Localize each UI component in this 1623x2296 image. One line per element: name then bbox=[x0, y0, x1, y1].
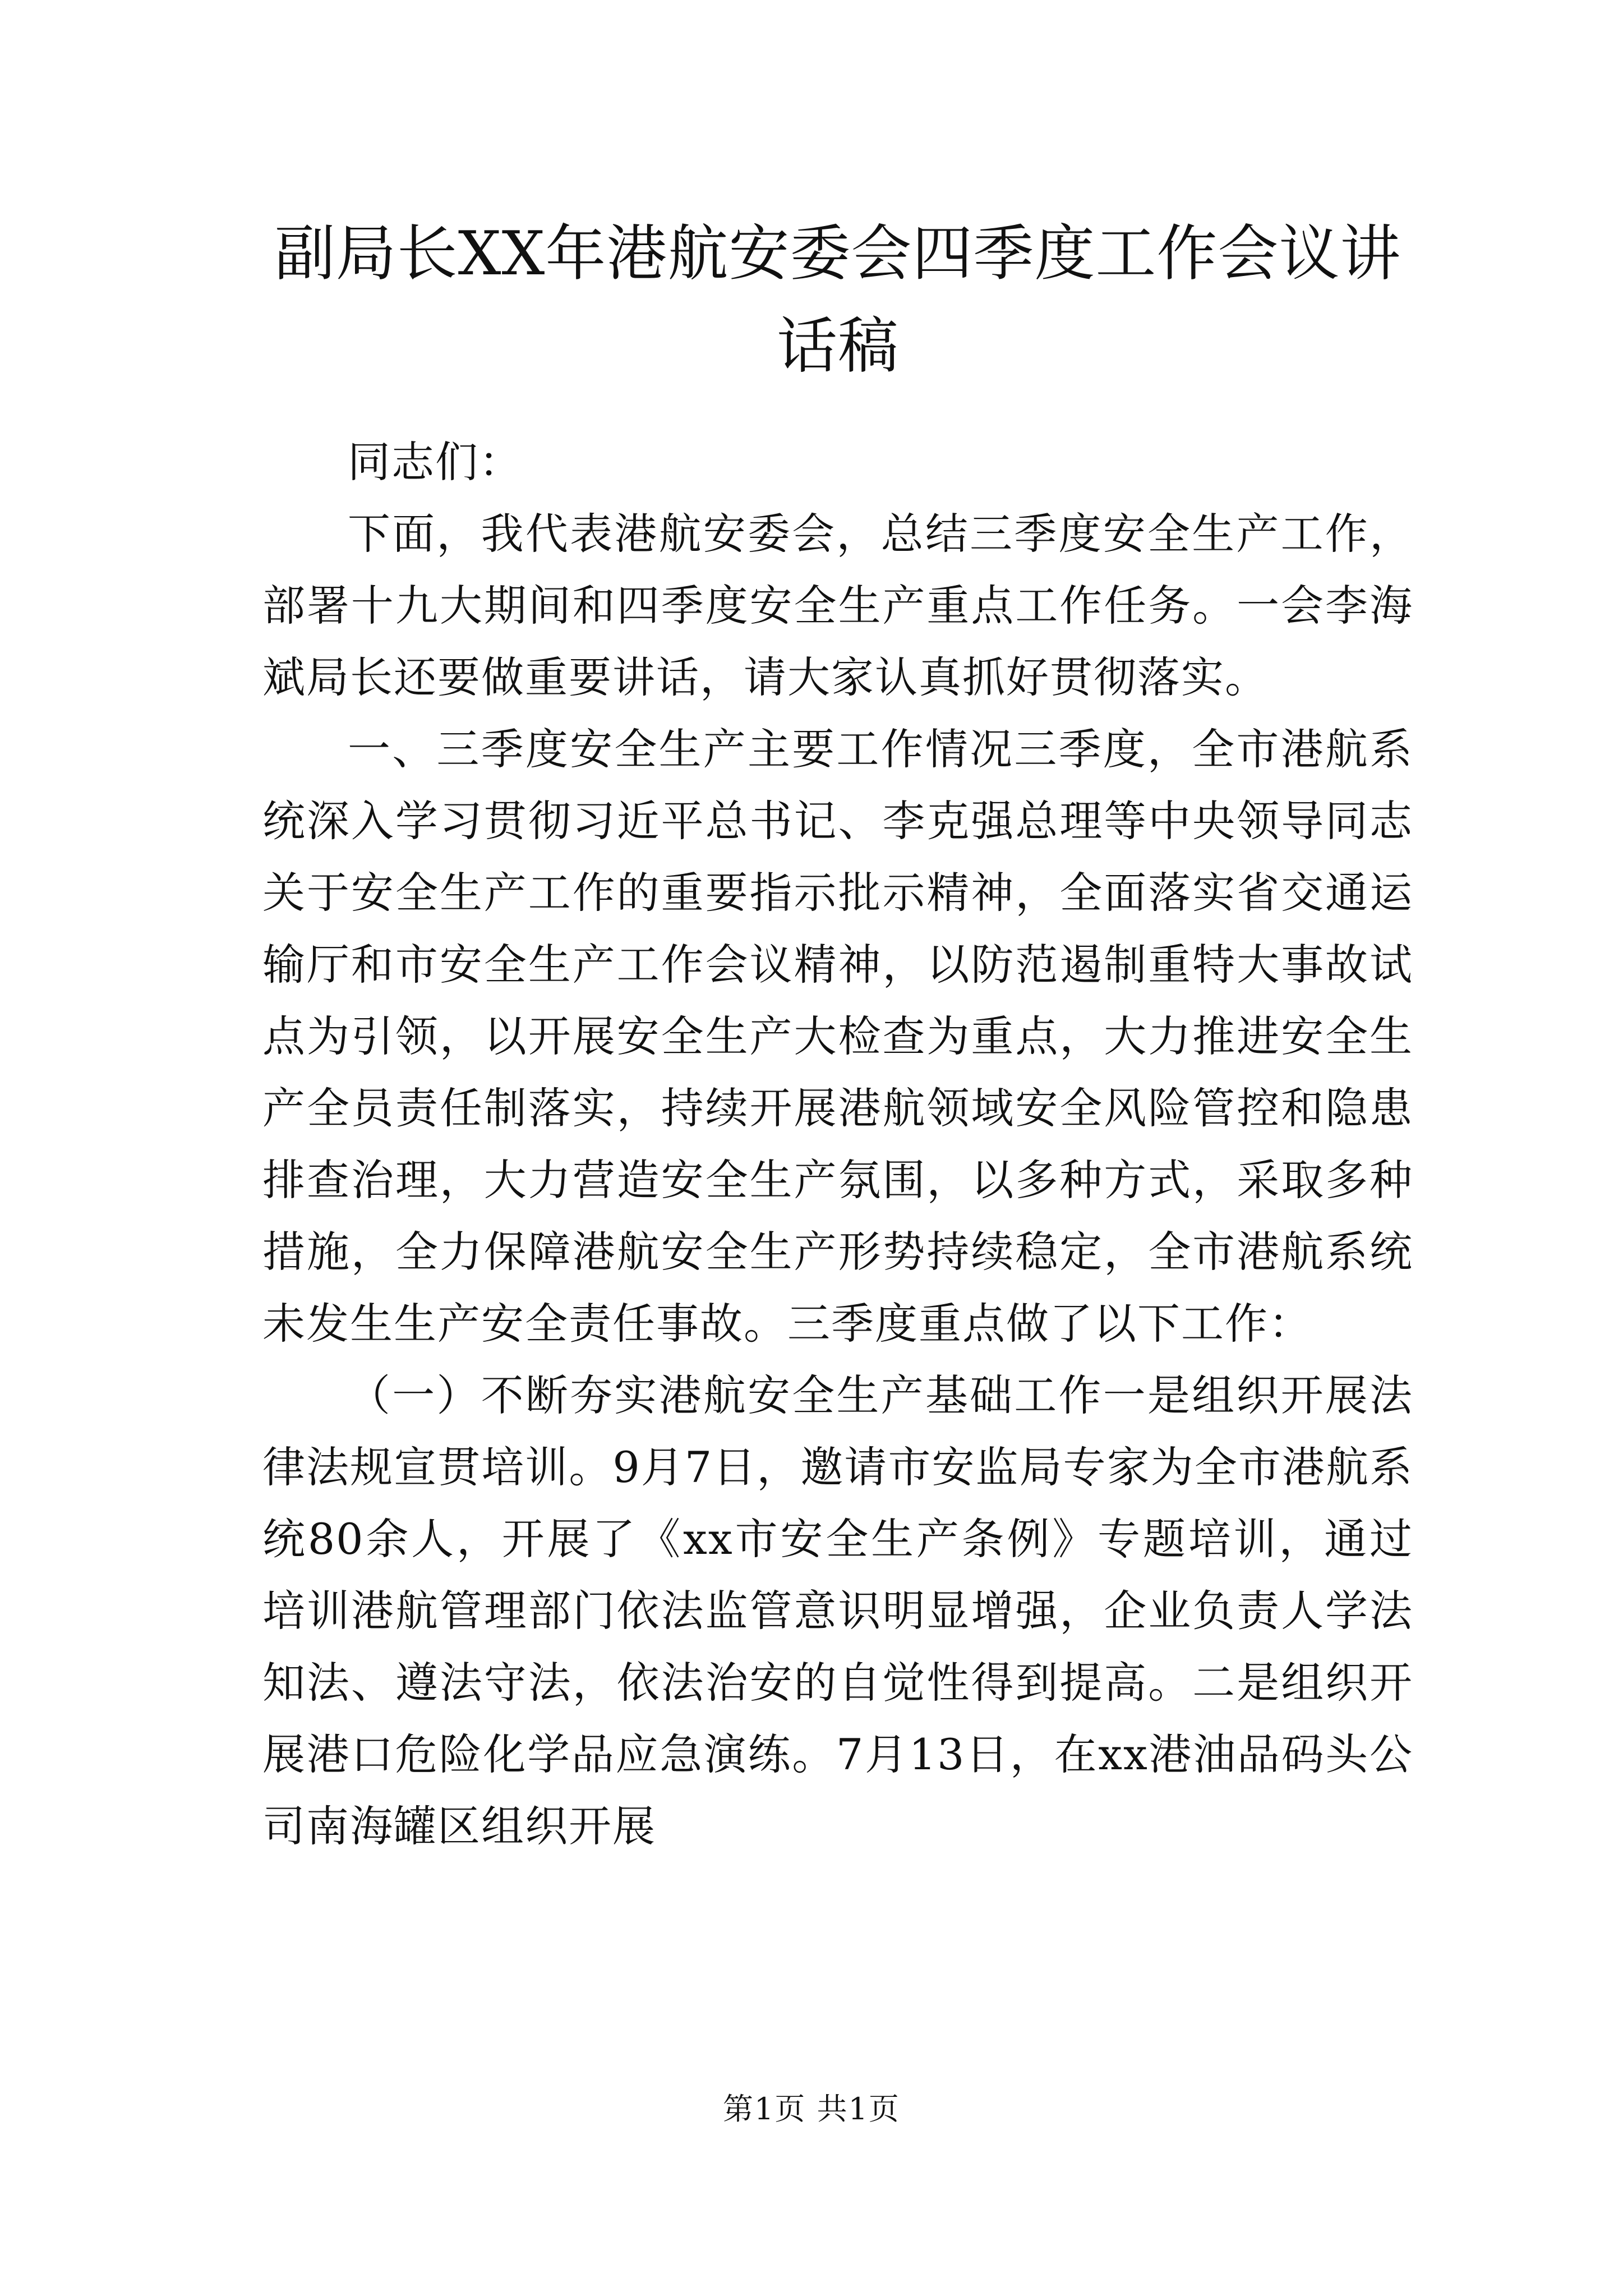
salutation-paragraph: 同志们： bbox=[348, 437, 523, 487]
document-title: 副局长XX年港航安委会四季度工作会议讲话稿 bbox=[274, 219, 1401, 381]
section-one-paragraph: 一、三季度安全生产主要工作情况三季度，全市港航系统深入学习贯彻习近平总书记、李克强总理等中央领导同志关于安全生产工作的重要指示批示精神，全面落实省交通运输厅和市安全生产工作会议精神，以防范遏制重特大事故试点为引领，以开展安全生产大检查为重点，大力推进安全生产全员责任制落实，持续开展港航领域安全风险管控和隐患排查治理，大力营造安全生产氛围，以多种方式，采取多种措施，全力保障港航安全生产形势持续稳定，全市港航系统未发生生产安全责任事故。三季度重点做了以下工作： bbox=[262, 724, 1413, 1349]
page-footer: 第1页 共1页 bbox=[723, 2091, 900, 2127]
intro-paragraph: 下面，我代表港航安委会，总结三季度安全生产工作，部署十九大期间和四季度安全生产重点工作任务。一会李海斌局长还要做重要讲话，请大家认真抓好贯彻落实。 bbox=[262, 509, 1413, 702]
document-body bbox=[262, 426, 1413, 1862]
subsection-one-paragraph: （一）不断夯实港航安全生产基础工作一是组织开展法律法规宣贯培训。9月7日，邀请市安监局专家为全市港航系统80余人，开展了《xx市安全生产条例》专题培训，通过培训港航管理部门依法监管意识明显增强，企业负责人学法知法、遵法守法，依法治安的自觉性得到提高。二是组织开展港口危险化学品应急演练。7月13日，在xx港油品码头公司南海罐区组织开展 bbox=[262, 1370, 1413, 1851]
document-content bbox=[262, 208, 1413, 1862]
